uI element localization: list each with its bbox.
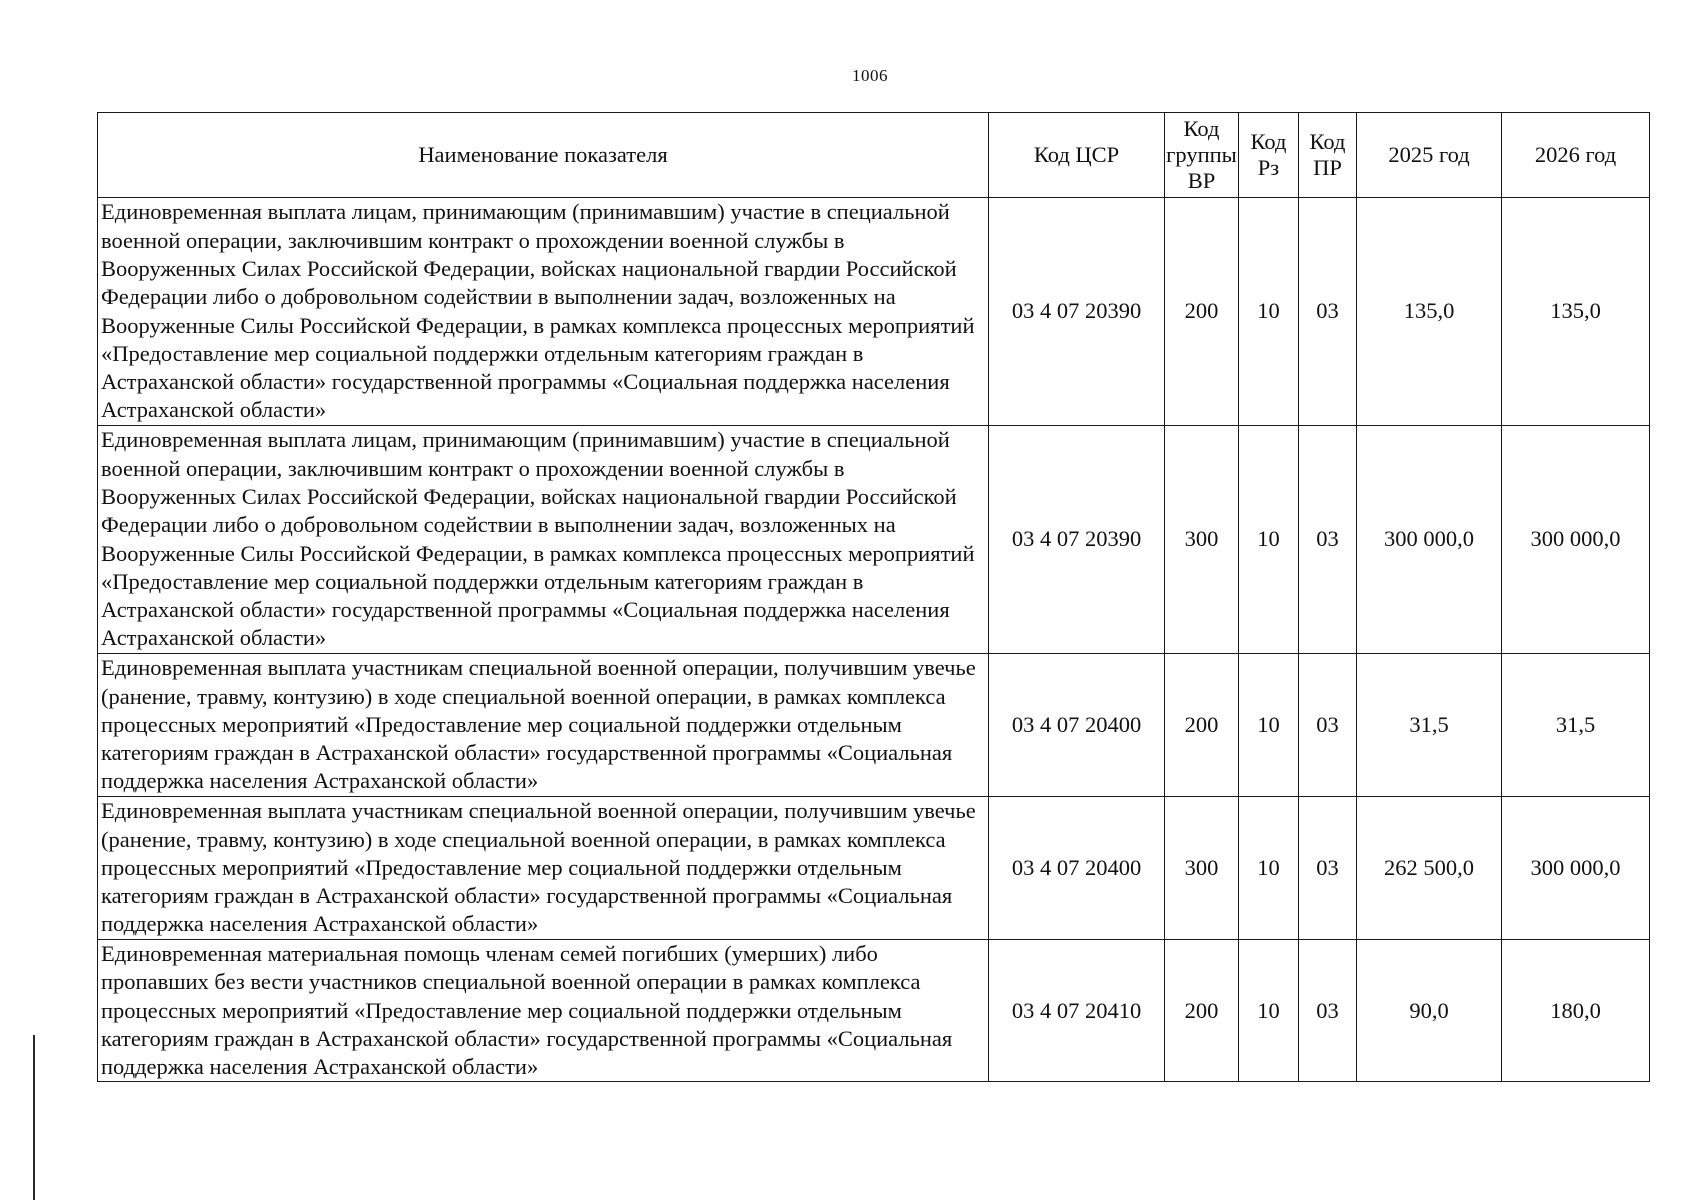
cell-amount-2026: 135,0 (1502, 198, 1650, 426)
header-pr-code: Код ПР (1299, 113, 1357, 198)
cell-pr-code: 03 (1299, 797, 1357, 940)
header-csr-code: Код ЦСР (989, 113, 1165, 198)
table-row (98, 198, 1650, 426)
table-row (98, 654, 1650, 797)
cell-rz-code: 10 (1239, 654, 1299, 797)
cell-name: Единовременная выплата лицам, принимающим (принимавшим) участие в специальной военной операции, заключившим контракт о прохождении военной службы в Вооруженных Силах Российской Федерации, войсках национальной гвардии Российской Федерации либо о добровольном содействии в выполнении задач, возложенных на Вооруженные Силы Российской Федерации, в рамках комплекса процессных мероприятий «Предоставление мер социальной поддержки отдельным категориям граждан в Астраханской области» государственной программы «Социальная поддержка населения Астраханской области» (98, 426, 989, 654)
table-row (98, 797, 1650, 940)
cell-amount-2025: 90,0 (1357, 940, 1502, 1082)
table-row (98, 940, 1650, 1082)
cell-csr-code: 03 4 07 20390 (989, 198, 1165, 426)
cell-csr-code: 03 4 07 20400 (989, 654, 1165, 797)
cell-vr-code: 300 (1165, 797, 1239, 940)
cell-amount-2026: 300 000,0 (1502, 797, 1650, 940)
cell-csr-code: 03 4 07 20400 (989, 797, 1165, 940)
header-vr-group-code: Код группы ВР (1165, 113, 1239, 198)
cell-vr-code: 200 (1165, 198, 1239, 426)
cell-pr-code: 03 (1299, 940, 1357, 1082)
cell-pr-code: 03 (1299, 426, 1357, 654)
cell-name: Единовременная выплата участникам специальной военной операции, получившим увечье (ранение, травму, контузию) в ходе специальной военной операции, в рамках комплекса процессных мероприятий «Предоставление мер социальной поддержки отдельным категориям граждан в Астраханской области» государственной программы «Социальная поддержка населения Астраханской области» (98, 654, 989, 797)
cell-amount-2026: 31,5 (1502, 654, 1650, 797)
header-name: Наименование показателя (98, 113, 989, 198)
scan-edge-line (33, 1035, 35, 1200)
cell-pr-code: 03 (1299, 198, 1357, 426)
cell-vr-code: 300 (1165, 426, 1239, 654)
budget-table (97, 112, 1650, 1082)
header-year-2026: 2026 год (1502, 113, 1650, 198)
cell-rz-code: 10 (1239, 426, 1299, 654)
cell-vr-code: 200 (1165, 940, 1239, 1082)
cell-rz-code: 10 (1239, 940, 1299, 1082)
cell-amount-2025: 31,5 (1357, 654, 1502, 797)
cell-pr-code: 03 (1299, 654, 1357, 797)
cell-csr-code: 03 4 07 20390 (989, 426, 1165, 654)
cell-rz-code: 10 (1239, 797, 1299, 940)
cell-amount-2025: 300 000,0 (1357, 426, 1502, 654)
table-header-row (98, 113, 1650, 198)
cell-vr-code: 200 (1165, 654, 1239, 797)
cell-amount-2026: 180,0 (1502, 940, 1650, 1082)
cell-rz-code: 10 (1239, 198, 1299, 426)
header-year-2025: 2025 год (1357, 113, 1502, 198)
cell-csr-code: 03 4 07 20410 (989, 940, 1165, 1082)
cell-name: Единовременная выплата лицам, принимающим (принимавшим) участие в специальной военной операции, заключившим контракт о прохождении военной службы в Вооруженных Силах Российской Федерации, войсках национальной гвардии Российской Федерации либо о добровольном содействии в выполнении задач, возложенных на Вооруженные Силы Российской Федерации, в рамках комплекса процессных мероприятий «Предоставление мер социальной поддержки отдельным категориям граждан в Астраханской области» государственной программы «Социальная поддержка населения Астраханской области» (98, 198, 989, 426)
table-row (98, 426, 1650, 654)
header-rz-code: Код Рз (1239, 113, 1299, 198)
cell-name: Единовременная материальная помощь членам семей погибших (умерших) либо пропавших без вести участников специальной военной операции в рамках комплекса процессных мероприятий «Предоставление мер социальной поддержки отдельным категориям граждан в Астраханской области» государственной программы «Социальная поддержка населения Астраханской области» (98, 940, 989, 1082)
page-number: 1006 (852, 66, 888, 85)
cell-amount-2025: 135,0 (1357, 198, 1502, 426)
cell-amount-2026: 300 000,0 (1502, 426, 1650, 654)
cell-name: Единовременная выплата участникам специальной военной операции, получившим увечье (ранение, травму, контузию) в ходе специальной военной операции, в рамках комплекса процессных мероприятий «Предоставление мер социальной поддержки отдельным категориям граждан в Астраханской области» государственной программы «Социальная поддержка населения Астраханской области» (98, 797, 989, 940)
cell-amount-2025: 262 500,0 (1357, 797, 1502, 940)
